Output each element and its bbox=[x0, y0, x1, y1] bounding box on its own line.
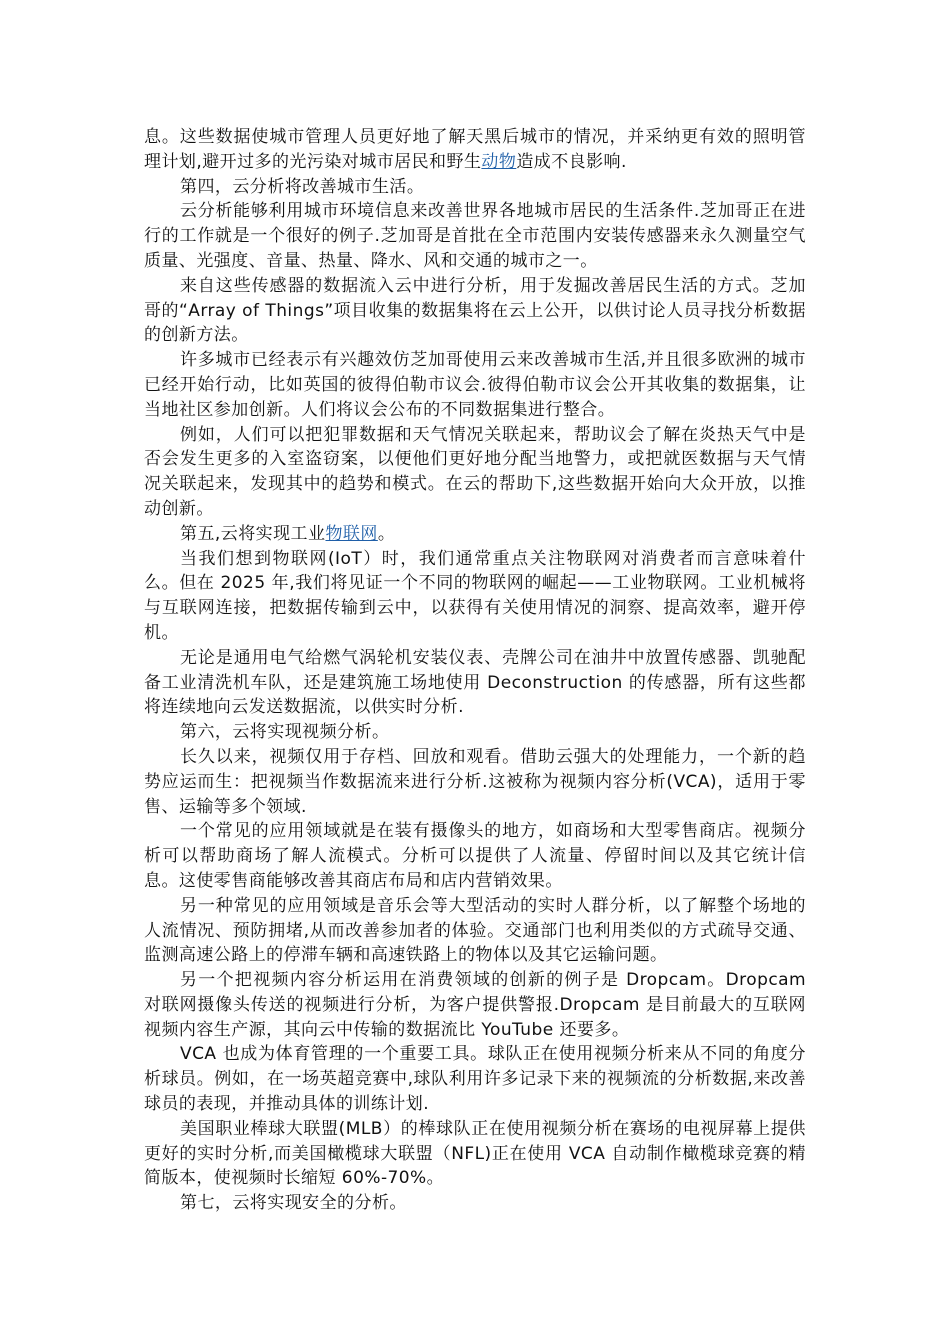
paragraph-text: 息。这些数据使城市管理人员更好地了解天黑后城市的情况，并采纳更有效的照明管理计划,避开过多的光污染对城市居民和野生 bbox=[144, 127, 806, 172]
paragraph: 例如，人们可以把犯罪数据和天气情况关联起来，帮助议会了解在炎热天气中是否会发生更多的入室盗窃案，以便他们更好地分配当地警力，或把就医数据与天气情况关联起来，发现其中的趋势和模式。在云的帮助下,这些数据开始向大众开放，以推动创新。 bbox=[144, 424, 806, 519]
paragraph: 另一种常见的应用领域是音乐会等大型活动的实时人群分析，以了解整个场地的人流情况、预防拥堵,从而改善参加者的体验。交通部门也利用类似的方式疏导交通、监测高速公路上的停滞车辆和高速铁路上的物体以及其它运输问题。 bbox=[144, 895, 806, 966]
section-heading-six: 第六，云将实现视频分析。 bbox=[180, 722, 390, 743]
document-body bbox=[144, 125, 806, 1216]
paragraph-text-tail: 造成不良影响. bbox=[516, 151, 627, 172]
paragraph: 来自这些传感器的数据流入云中进行分析，用于发掘改善居民生活的方式。芝加哥的“Array of Things”项目收集的数据集将在云上公开，以供讨论人员寻找分析数据的创新方法。 bbox=[144, 275, 806, 346]
paragraph: 无论是通用电气给燃气涡轮机安装仪表、壳牌公司在油井中放置传感器、凯驰配备工业清洗机车队，还是建筑施工场地使用 Deconstruction 的传感器，所有这些都将连续地向云发送数据流，以供实时分析. bbox=[144, 647, 806, 718]
paragraph-text: 第五,云将实现工业 bbox=[180, 523, 326, 544]
link-animals[interactable]: 动物 bbox=[481, 151, 517, 172]
paragraph: 另一个把视频内容分析运用在消费领域的创新的例子是 Dropcam。Dropcam 对联网摄像头传送的视频进行分析，为客户提供警报.Dropcam 是目前最大的互联网视频内容生产源，其向云中传输的数据流比 YouTube 还要多。 bbox=[144, 970, 806, 1040]
paragraph: 美国职业棒球大联盟(MLB）的棒球队正在使用视频分析在赛场的电视屏幕上提供更好的实时分析,而美国橄榄球大联盟（NFL)正在使用 VCA 自动制作橄榄球竞赛的精简版本，使视频时长缩短 60%-70%。 bbox=[144, 1118, 806, 1189]
paragraph: 一个常见的应用领域就是在装有摄像头的地方，如商场和大型零售商店。视频分析可以帮助商场了解人流模式。分析可以提供了人流量、停留时间以及其它统计信息。这使零售商能够改善其商店布局和店内营销效果。 bbox=[144, 821, 806, 891]
paragraph-text-tail: 。 bbox=[377, 523, 396, 544]
section-heading-five bbox=[144, 522, 806, 547]
link-iot[interactable]: 物联网 bbox=[325, 523, 378, 544]
paragraph: 云分析能够利用城市环境信息来改善世界各地城市居民的生活条件.芝加哥正在进行的工作就是一个很好的例子.芝加哥是首批在全市范围内安装传感器来永久测量空气质量、光强度、音量、热量、降水、风和交通的城市之一。 bbox=[144, 201, 806, 271]
paragraph: 长久以来，视频仅用于存档、回放和观看。借助云强大的处理能力，一个新的趋势应运而生：把视频当作数据流来进行分析.这被称为视频内容分析(VCA)，适用于零售、运输等多个领域. bbox=[144, 746, 806, 817]
paragraph: 许多城市已经表示有兴趣效仿芝加哥使用云来改善城市生活,并且很多欧洲的城市已经开始行动，比如英国的彼得伯勒市议会.彼得伯勒市议会公开其收集的数据集，让当地社区参加创新。人们将议会公布的不同数据集进行整合。 bbox=[144, 350, 806, 420]
section-heading-seven: 第七，云将实现安全的分析。 bbox=[180, 1193, 407, 1214]
paragraph-continuation bbox=[144, 125, 806, 175]
section-heading-four: 第四，云分析将改善城市生活。 bbox=[180, 176, 425, 197]
paragraph: 当我们想到物联网(IoT）时，我们通常重点关注物联网对消费者而言意味着什么。但在 2025 年,我们将见证一个不同的物联网的崛起——工业物联网。工业机械将与互联网连接，把数据传输到云中，以获得有关使用情况的洞察、提高效率，避开停机。 bbox=[144, 548, 806, 643]
paragraph: VCA 也成为体育管理的一个重要工具。球队正在使用视频分析来从不同的角度分析球员。例如，在一场英超竞赛中,球队利用许多记录下来的视频流的分析数据,来改善球员的表现，并推动具体的训练计划. bbox=[144, 1044, 806, 1115]
